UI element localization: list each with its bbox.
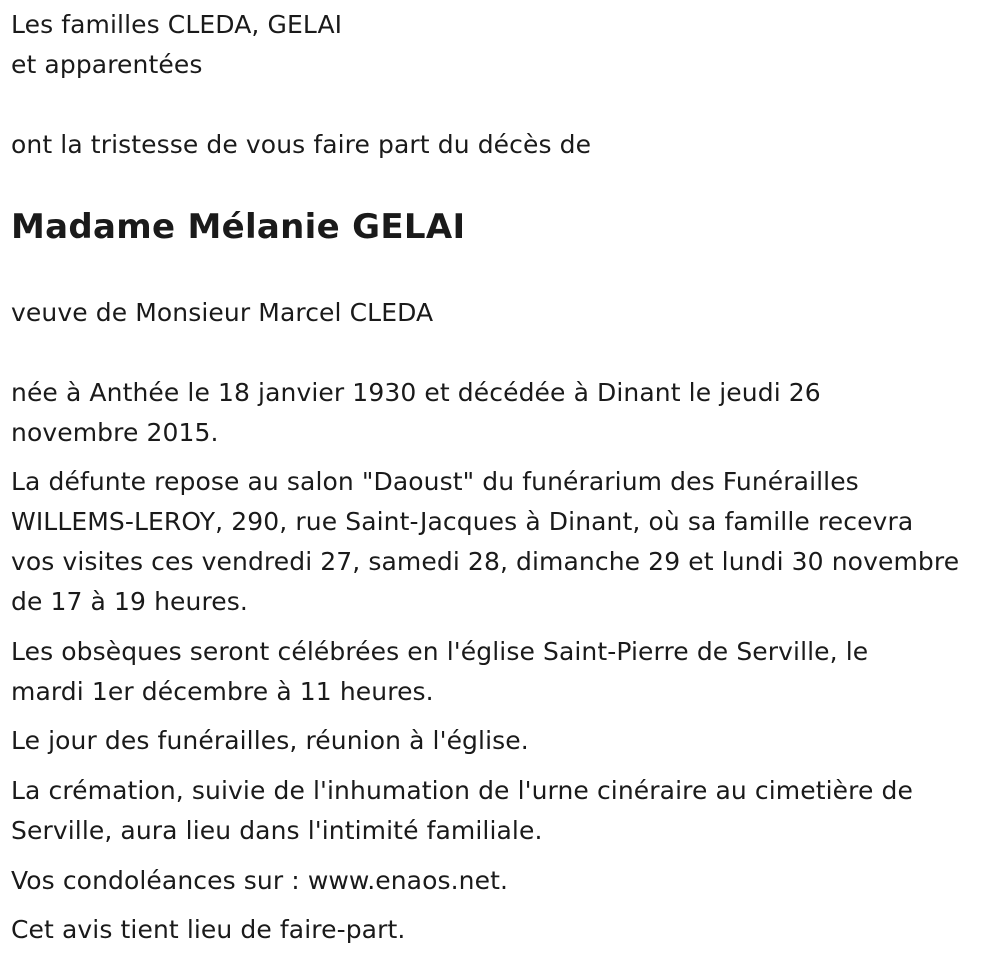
condolences-prefix: Vos condoléances sur : bbox=[11, 866, 308, 895]
closing-line: Cet avis tient lieu de faire-part. bbox=[11, 915, 406, 944]
funeral-line-1: Les obsèques seront célébrées en l'église Saint-Pierre de Serville, le bbox=[11, 637, 869, 666]
visitation-line-3: vos visites ces vendredi 27, samedi 28, dimanche 29 et lundi 30 novembre bbox=[11, 547, 960, 576]
cremation-line-2: Serville, aura lieu dans l'intimité familiale. bbox=[11, 816, 543, 845]
announcement-line: ont la tristesse de vous faire part du décès de bbox=[11, 130, 592, 159]
cremation-line-1: La crémation, suivie de l'inhumation de l'urne cinéraire au cimetière de bbox=[11, 776, 913, 805]
condolences-line bbox=[11, 861, 508, 901]
birth-death-line-1: née à Anthée le 18 janvier 1930 et décédée à Dinant le jeudi 26 bbox=[11, 378, 821, 407]
condolences-suffix: . bbox=[499, 866, 509, 895]
meeting-line: Le jour des funérailles, réunion à l'église. bbox=[11, 726, 529, 755]
condolences-link[interactable]: www.enaos.net bbox=[307, 866, 500, 895]
spouse-line: veuve de Monsieur Marcel CLEDA bbox=[11, 298, 434, 327]
relatives-line: et apparentées bbox=[11, 50, 203, 79]
deceased-name: Madame Mélanie GELAI bbox=[11, 207, 466, 247]
birth-death-line-2: novembre 2015. bbox=[11, 418, 219, 447]
visitation-line-1: La défunte repose au salon "Daoust" du funérarium des Funérailles bbox=[11, 467, 859, 496]
visitation-line-2: WILLEMS-LEROY, 290, rue Saint-Jacques à Dinant, où sa famille recevra bbox=[11, 507, 914, 536]
funeral-line-2: mardi 1er décembre à 11 heures. bbox=[11, 677, 434, 706]
visitation-line-4: de 17 à 19 heures. bbox=[11, 587, 248, 616]
families-line: Les familles CLEDA, GELAI bbox=[11, 10, 343, 39]
